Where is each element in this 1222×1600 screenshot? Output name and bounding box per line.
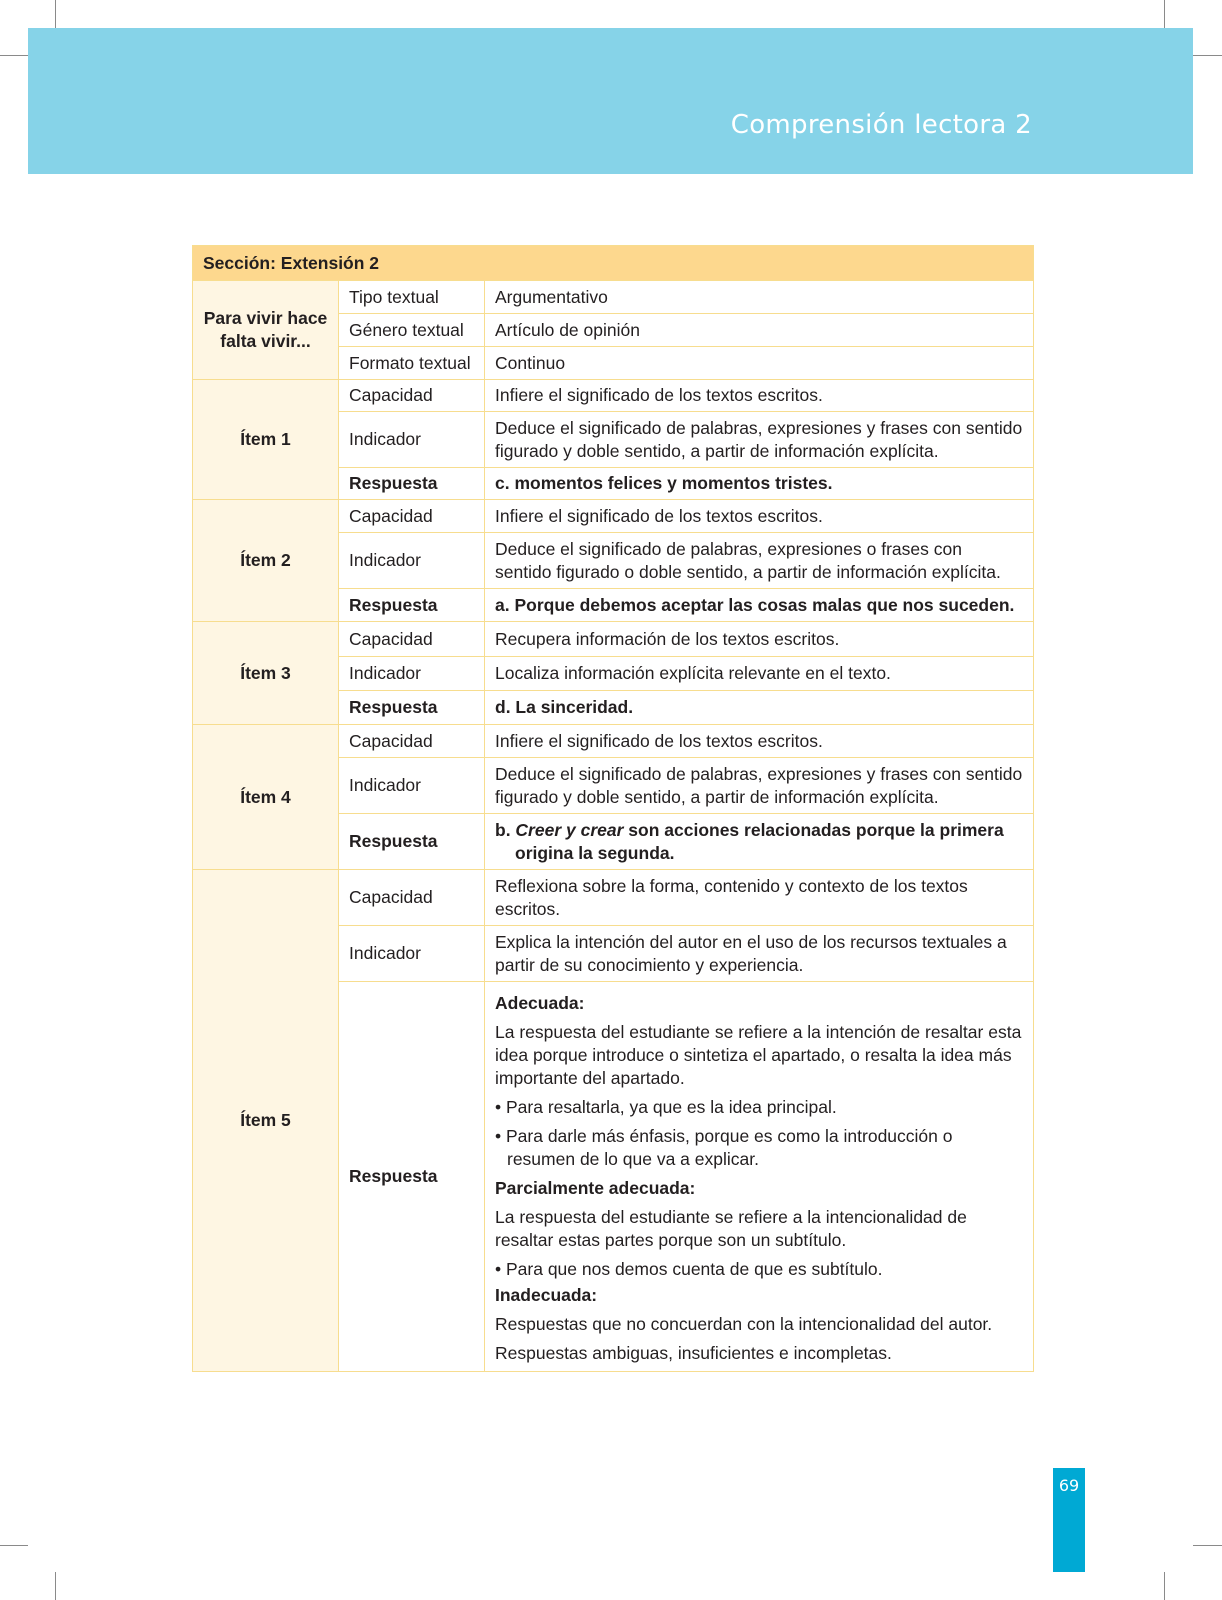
table-row (193, 622, 1034, 657)
row-value: Argumentativo (485, 281, 1034, 314)
row-value: Continuo (485, 347, 1034, 380)
respuesta-value: a. Porque debemos aceptar las cosas malas que nos suceden. (485, 589, 1034, 622)
crop-mark (1164, 1572, 1165, 1600)
crop-mark (55, 1572, 56, 1600)
respuesta-rest: son acciones relacionadas porque la primera origina la segunda. (515, 819, 1004, 863)
page-number: 69 (1058, 1476, 1080, 1495)
parcial-text: La respuesta del estudiante se refiere a la intencionalidad de resaltar estas partes porque son un subtítulo. (495, 1207, 967, 1250)
indicador-label: Indicador (339, 412, 485, 468)
row-label: Formato textual (339, 347, 485, 380)
respuesta-label: Respuesta (339, 468, 485, 500)
respuesta-italic: Creer y crear (515, 819, 624, 840)
list-item: • Para darle más énfasis, porque es como la introducción o resumen de lo que va a explicar. (495, 1126, 953, 1169)
item-title: Ítem 1 (193, 380, 339, 500)
capacidad-value: Recupera información de los textos escritos. (485, 622, 1034, 657)
row-label: Género textual (339, 314, 485, 347)
inadecuada-line: Respuestas ambiguas, insuficientes e incompletas. (495, 1343, 892, 1363)
item-title: Ítem 3 (193, 622, 339, 725)
rubric-table (192, 245, 1034, 1372)
header-title: Comprensión lectora 2 (730, 110, 1032, 140)
table-row (193, 500, 1034, 533)
respuesta-value: c. momentos felices y momentos tristes. (485, 468, 1034, 500)
indicador-value: Deduce el significado de palabras, expresiones o frases con sentido figurado o doble sentido, a partir de información explícita. (485, 533, 1034, 589)
respuesta-label: Respuesta (339, 814, 485, 870)
crop-mark (1193, 55, 1222, 56)
reading-title: Para vivir hace falta vivir... (193, 281, 339, 380)
respuesta-value: d. La sinceridad. (485, 691, 1034, 725)
row-value: Artículo de opinión (485, 314, 1034, 347)
indicador-value: Localiza información explícita relevante en el texto. (485, 657, 1034, 691)
indicador-label: Indicador (339, 758, 485, 814)
table-row (193, 870, 1034, 926)
item-title: Ítem 5 (193, 870, 339, 1372)
capacidad-label: Capacidad (339, 725, 485, 758)
list-item: • Para que nos demos cuenta de que es subtítulo. (495, 1259, 883, 1279)
inadecuada-line: Respuestas que no concuerdan con la intencionalidad del autor. (495, 1314, 993, 1334)
crop-mark (1164, 0, 1165, 28)
crop-mark (1193, 1545, 1222, 1546)
inadecuada-heading: Inadecuada: (495, 1285, 598, 1305)
indicador-label: Indicador (339, 657, 485, 691)
capacidad-value: Infiere el significado de los textos escritos. (485, 500, 1034, 533)
respuesta-label: Respuesta (339, 982, 485, 1372)
capacidad-label: Capacidad (339, 622, 485, 657)
indicador-value: Deduce el significado de palabras, expresiones y frases con sentido figurado y doble sentido, a partir de información explícita. (485, 412, 1034, 468)
capacidad-label: Capacidad (339, 870, 485, 926)
capacidad-value: Infiere el significado de los textos escritos. (485, 725, 1034, 758)
adecuada-heading: Adecuada: (495, 993, 585, 1013)
respuesta-detail (485, 982, 1034, 1372)
adecuada-text: La respuesta del estudiante se refiere a la intención de resaltar esta idea porque introduce o sintetiza el apartado, o resalta la idea más importante del apartado. (495, 1022, 1022, 1088)
capacidad-label: Capacidad (339, 380, 485, 412)
crop-mark (0, 55, 28, 56)
header-banner (28, 28, 1193, 174)
row-label: Tipo textual (339, 281, 485, 314)
capacidad-label: Capacidad (339, 500, 485, 533)
respuesta-label: Respuesta (339, 691, 485, 725)
table-row (193, 281, 1034, 314)
table-row (193, 725, 1034, 758)
respuesta-value (485, 814, 1034, 870)
item-title: Ítem 2 (193, 500, 339, 622)
indicador-value: Deduce el significado de palabras, expresiones y frases con sentido figurado y doble sentido, a partir de información explícita. (485, 758, 1034, 814)
indicador-label: Indicador (339, 926, 485, 982)
table-row (193, 380, 1034, 412)
crop-mark (0, 1545, 28, 1546)
indicador-label: Indicador (339, 533, 485, 589)
item-title: Ítem 4 (193, 725, 339, 870)
capacidad-value: Infiere el significado de los textos escritos. (485, 380, 1034, 412)
parcial-heading: Parcialmente adecuada: (495, 1178, 696, 1198)
section-title: Sección: Extensión 2 (193, 246, 1034, 281)
section-header-row (193, 246, 1034, 281)
respuesta-prefix: b. (495, 819, 516, 840)
indicador-value: Explica la intención del autor en el uso de los recursos textuales a partir de su conocimiento y experiencia. (485, 926, 1034, 982)
respuesta-label: Respuesta (339, 589, 485, 622)
list-item: • Para resaltarla, ya que es la idea principal. (495, 1097, 837, 1117)
capacidad-value: Reflexiona sobre la forma, contenido y contexto de los textos escritos. (485, 870, 1034, 926)
crop-mark (55, 0, 56, 28)
